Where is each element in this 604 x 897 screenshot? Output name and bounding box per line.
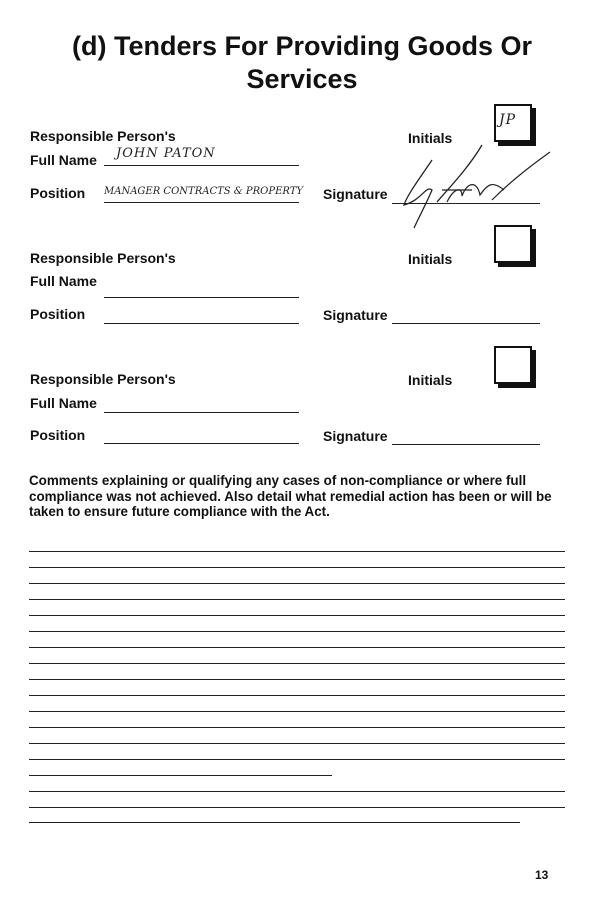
comment-line[interactable] xyxy=(29,647,565,648)
position-label: Position xyxy=(30,185,86,201)
comment-line[interactable] xyxy=(29,551,565,552)
full-name-label: Full Name xyxy=(30,152,97,168)
comment-line[interactable] xyxy=(29,583,565,584)
responsible-persons-label: Responsible Person's xyxy=(30,371,176,387)
comment-line[interactable] xyxy=(29,615,565,616)
signature-label: Signature xyxy=(323,428,388,444)
full-name-label: Full Name xyxy=(30,273,97,289)
position-handwritten: MANAGER CONTRACTS & PROPERTY xyxy=(104,186,303,197)
page-title-continued: Services xyxy=(246,64,358,94)
position-label: Position xyxy=(30,306,86,322)
comment-line[interactable] xyxy=(29,631,565,632)
comment-line[interactable] xyxy=(29,775,332,776)
page-number: 13 xyxy=(535,868,549,882)
comment-line[interactable] xyxy=(29,695,565,696)
comment-line[interactable] xyxy=(29,759,565,760)
signature-label: Signature xyxy=(323,307,388,323)
comment-line[interactable] xyxy=(29,567,565,568)
responsible-persons-label: Responsible Person's xyxy=(30,128,176,144)
responsible-persons-label: Responsible Person's xyxy=(30,250,176,266)
initials-label: Initials xyxy=(408,130,453,146)
comment-line[interactable] xyxy=(29,599,565,600)
position-label: Position xyxy=(30,427,86,443)
comment-line[interactable] xyxy=(29,679,565,680)
initials-handwritten: JP xyxy=(499,112,517,128)
comment-line[interactable] xyxy=(29,791,565,792)
comment-line[interactable] xyxy=(29,807,565,808)
signature-label: Signature xyxy=(323,186,388,202)
comment-line[interactable] xyxy=(29,711,565,712)
comment-line[interactable] xyxy=(29,727,565,728)
comments-instructions: Comments explaining or qualifying any cases of non-compliance or where full compliance was not achieved. Also detail what remedial action has been or will be taken to ensure future compliance with the Act. xyxy=(29,473,552,519)
initials-label: Initials xyxy=(408,251,453,267)
comment-line[interactable] xyxy=(29,743,565,744)
comment-line[interactable] xyxy=(29,663,565,664)
initials-label: Initials xyxy=(408,372,453,388)
comment-line[interactable] xyxy=(29,822,520,823)
page-title: (d) Tenders For Providing Goods Or xyxy=(71,31,532,61)
full-name-label: Full Name xyxy=(30,395,97,411)
full-name-handwritten: JOHN PATON xyxy=(116,146,216,161)
